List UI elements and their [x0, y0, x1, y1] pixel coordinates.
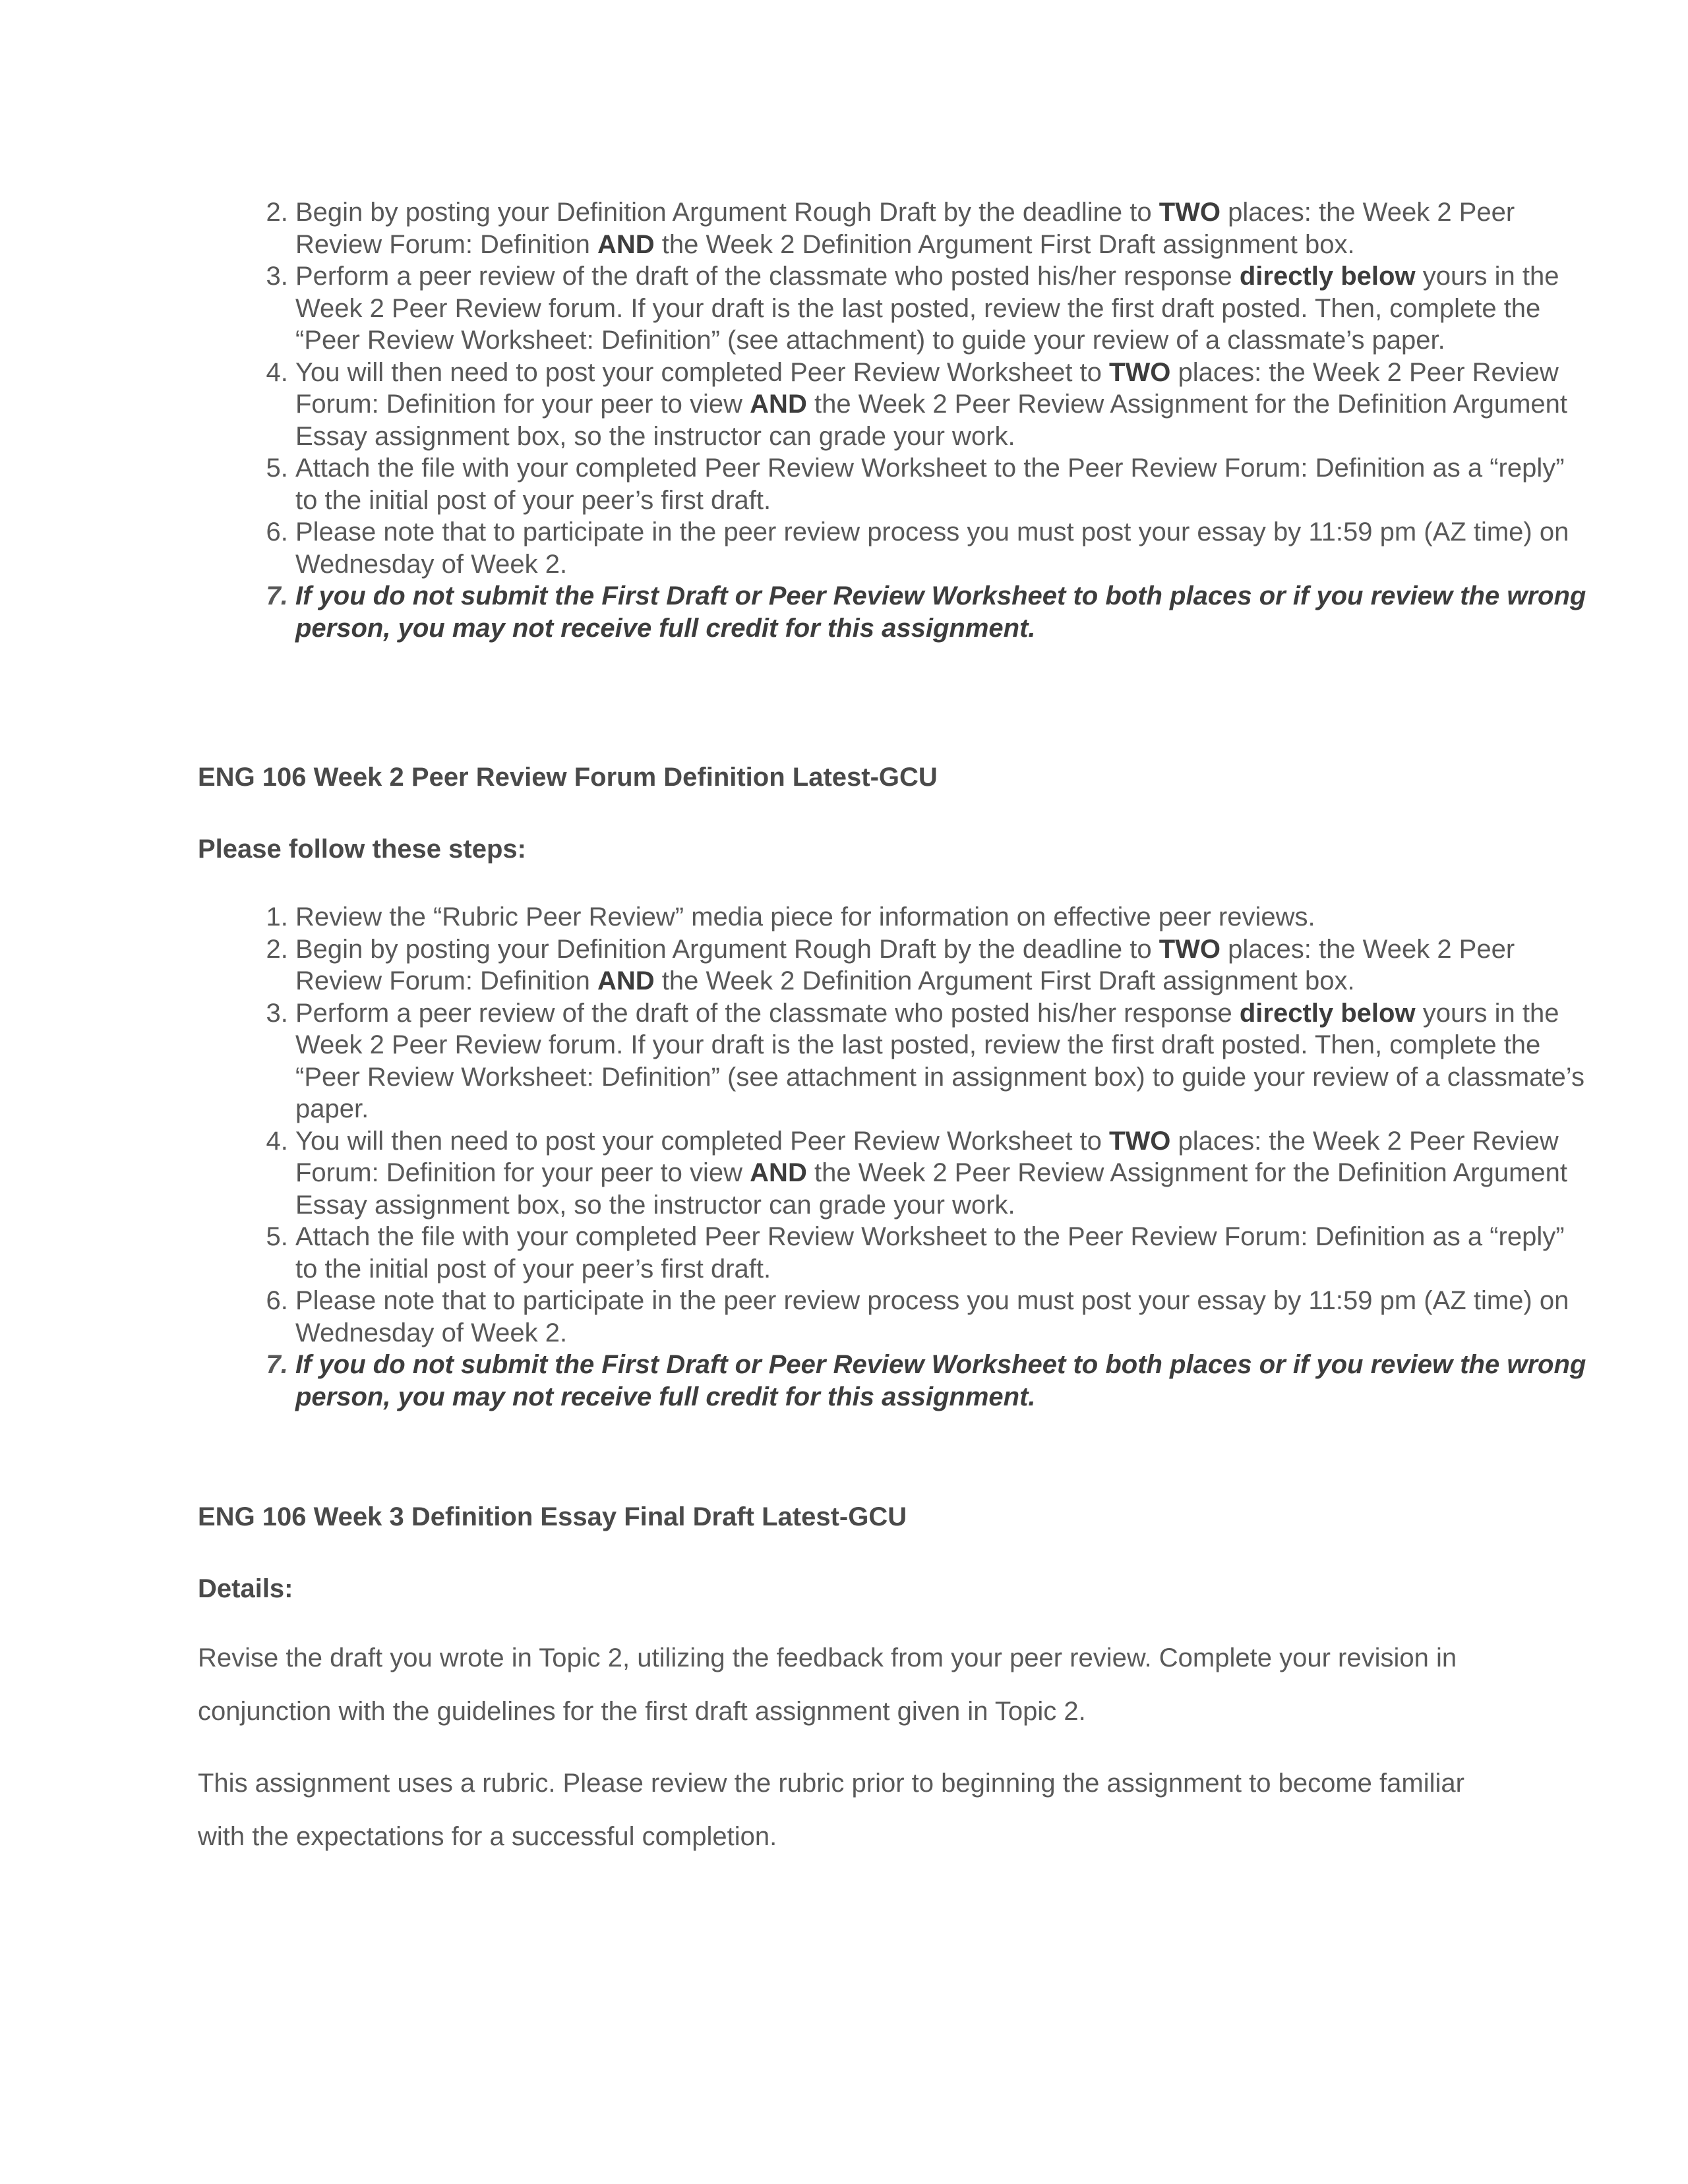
steps-list-continued	[198, 196, 1588, 644]
list-item: 2. Begin by posting your Definition Argument Rough Draft by the deadline to TWO places: the Week 2 Peer Review Forum: Definition AND the Week 2 Definition Argument First Draft assignment box.	[295, 196, 1588, 260]
list-item: 4. You will then need to post your completed Peer Review Worksheet to TWO places: the Week 2 Peer Review Forum: Definition for your peer to view AND the Week 2 Peer Review Assignment for the Definition Argument Essay assignment box, so the instructor can grade your work.	[295, 1125, 1588, 1222]
list-item: 3. Perform a peer review of the draft of the classmate who posted his/her response directly below yours in the Week 2 Peer Review forum. If your draft is the last posted, review the first draft posted. Then, complete the “Peer Review Worksheet: Definition” (see attachment) to guide your review of a classmate’s paper.	[295, 260, 1588, 357]
list-item: 4. You will then need to post your completed Peer Review Worksheet to TWO places: the Week 2 Peer Review Forum: Definition for your peer to view AND the Week 2 Peer Review Assignment for the Definition Argument Essay assignment box, so the instructor can grade your work.	[295, 357, 1588, 453]
list-item: 6. Please note that to participate in the peer review process you must post your essay by 11:59 pm (AZ time) on Wednesday of Week 2.	[295, 1285, 1588, 1349]
list-item: 6. Please note that to participate in the peer review process you must post your essay by 11:59 pm (AZ time) on Wednesday of Week 2.	[295, 516, 1588, 580]
list-item: 5. Attach the file with your completed Peer Review Worksheet to the Peer Review Forum: Definition as a “reply” to the initial post of your peer’s first draft.	[295, 1221, 1588, 1285]
list-item: 1. Review the “Rubric Peer Review” media piece for information on effective peer reviews.	[295, 901, 1588, 933]
details-paragraph-revise: Revise the draft you wrote in Topic 2, utilizing the feedback from your peer review. Complete your revision in conjunction with the guidelines for the first draft assignment given in Topic 2.	[198, 1643, 1457, 1726]
steps-list	[198, 901, 1588, 1413]
list-item-warning: 7. If you do not submit the First Draft or Peer Review Worksheet to both places or if you review the wrong person, you may not receive full credit for this assignment.	[295, 1349, 1588, 1413]
list-item: 2. Begin by posting your Definition Argument Rough Draft by the deadline to TWO places: the Week 2 Peer Review Forum: Definition AND the Week 2 Definition Argument First Draft assignment box.	[295, 933, 1588, 997]
list-item-warning: 7. If you do not submit the First Draft or Peer Review Worksheet to both places or if you review the wrong person, you may not receive full credit for this assignment.	[295, 580, 1588, 644]
section-title-peer-review-forum: ENG 106 Week 2 Peer Review Forum Definition Latest-GCU	[198, 763, 938, 792]
list-item: 5. Attach the file with your completed Peer Review Worksheet to the Peer Review Forum: Definition as a “reply” to the initial post of your peer’s first draft.	[295, 452, 1588, 516]
section-subtitle-details: Details:	[198, 1574, 293, 1603]
section-subtitle-steps: Please follow these steps:	[198, 835, 526, 864]
list-item: 3. Perform a peer review of the draft of the classmate who posted his/her response directly below yours in the Week 2 Peer Review forum. If your draft is the last posted, review the first draft posted. Then, complete the “Peer Review Worksheet: Definition” (see attachment in assignment box) to guide your review of a classmate’s paper.	[295, 997, 1588, 1125]
details-paragraph-rubric: This assignment uses a rubric. Please review the rubric prior to beginning the assignment to become familiar with the expectations for a successful completion.	[198, 1769, 1464, 1851]
section-title-final-draft: ENG 106 Week 3 Definition Essay Final Draft Latest-GCU	[198, 1502, 907, 1531]
